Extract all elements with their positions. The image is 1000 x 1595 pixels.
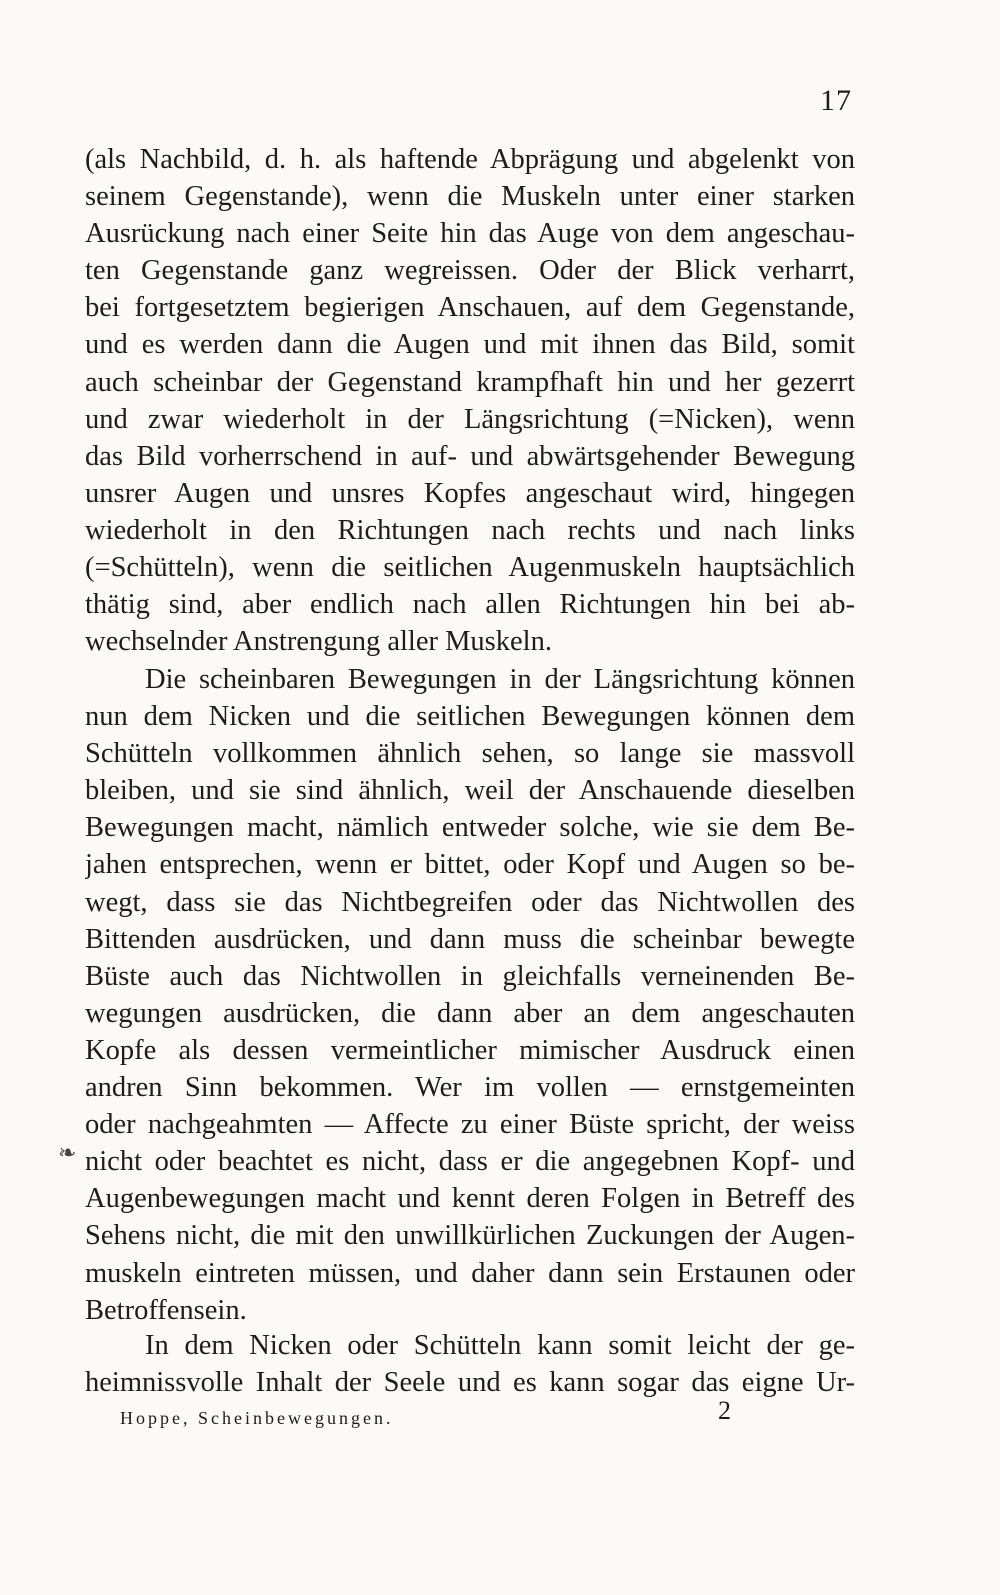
text-line: Augenbewegungen macht und kennt deren Folgen in Betreff des [85,1183,855,1215]
text-line: und zwar wiederholt in der Längsrichtung (=Nicken), wenn [85,403,855,435]
text-line: thätig sind, aber endlich nach allen Richtungen hin bei ab- [85,589,855,621]
text-line: Schütteln vollkommen ähnlich sehen, so lange sie massvoll [85,738,855,770]
text-line: oder nachgeahmten — Affecte zu einer Büste spricht, der weiss [85,1109,855,1141]
text-line: wechselnder Anstrengung aller Muskeln. [85,626,552,658]
footer-author-title: Hoppe, Scheinbewegungen. [120,1408,394,1428]
text-line: Die scheinbaren Bewegungen in der Längsrichtung können [145,664,855,695]
text-line: (als Nachbild, d. h. als haftende Abprägung und abgelenkt von [85,144,855,175]
text-line: nicht oder beachtet es nicht, dass er die angegebnen Kopf- und [85,1146,855,1178]
paragraph-3 [85,1327,855,1401]
footer-signature-mark: 2 [718,1396,731,1425]
text-line: Bittenden ausdrücken, und dann muss die scheinbar bewegte [85,923,855,955]
text-line: und es werden dann die Augen und mit ihnen das Bild, somit [85,329,855,361]
text-line: muskeln eintreten müssen, und daher dann sein Erstaunen oder [85,1257,855,1289]
text-line: wiederholt in den Richtungen nach rechts und nach links [85,514,855,546]
text-line: Betroffensein. [85,1294,247,1326]
text-line: Bewegungen macht, nämlich entweder solche, wie sie dem Be- [85,812,855,844]
text-line: unsrer Augen und unsres Kopfes angeschaut wird, hingegen [85,477,855,509]
text-line: jahen entsprechen, wenn er bittet, oder Kopf und Augen so be- [85,849,855,881]
text-line: nun dem Nicken und die seitlichen Bewegungen können dem [85,701,855,733]
paragraph-1 [85,141,855,660]
text-line: wegt, dass sie das Nichtbegreifen oder das Nichtwollen des [85,886,855,918]
paragraph-2 [85,661,855,1329]
text-line: wegungen ausdrücken, die dann aber an dem angeschauten [85,997,855,1029]
text-line: ten Gegenstande ganz wegreissen. Oder der Blick verharrt, [85,255,855,287]
text-line: Sehens nicht, die mit den unwillkürlichen Zuckungen der Augen- [85,1220,855,1252]
text-line: Ausrückung nach einer Seite hin das Auge von dem angeschau- [85,218,855,250]
text-line: seinem Gegenstande), wenn die Muskeln unter einer starken [85,181,855,213]
text-line: auch scheinbar der Gegenstand krampfhaft hin und her gezerrt [85,366,855,398]
text-line: In dem Nicken oder Schütteln kann somit leicht der ge- [145,1330,855,1361]
text-line: Büste auch das Nichtwollen in gleichfalls verneinenden Be- [85,960,855,992]
text-line: (=Schütteln), wenn die seitlichen Augenmuskeln hauptsächlich [85,552,855,584]
text-line: bleiben, und sie sind ähnlich, weil der Anschauende dieselben [85,775,855,807]
text-line: heimnissvolle Inhalt der Seele und es kann sogar das eigne Ur- [85,1367,855,1399]
page-number: 17 [820,84,852,117]
text-line: Kopfe als dessen vermeintlicher mimischer Ausdruck einen [85,1034,855,1066]
text-line: das Bild vorherrschend in auf- und abwärtsgehender Bewegung [85,440,855,472]
margin-mark: ❧ [58,1140,77,1165]
text-line: andren Sinn bekommen. Wer im vollen — ernstgemeinten [85,1072,855,1104]
text-line: bei fortgesetztem begierigen Anschauen, auf dem Gegenstande, [85,292,855,324]
